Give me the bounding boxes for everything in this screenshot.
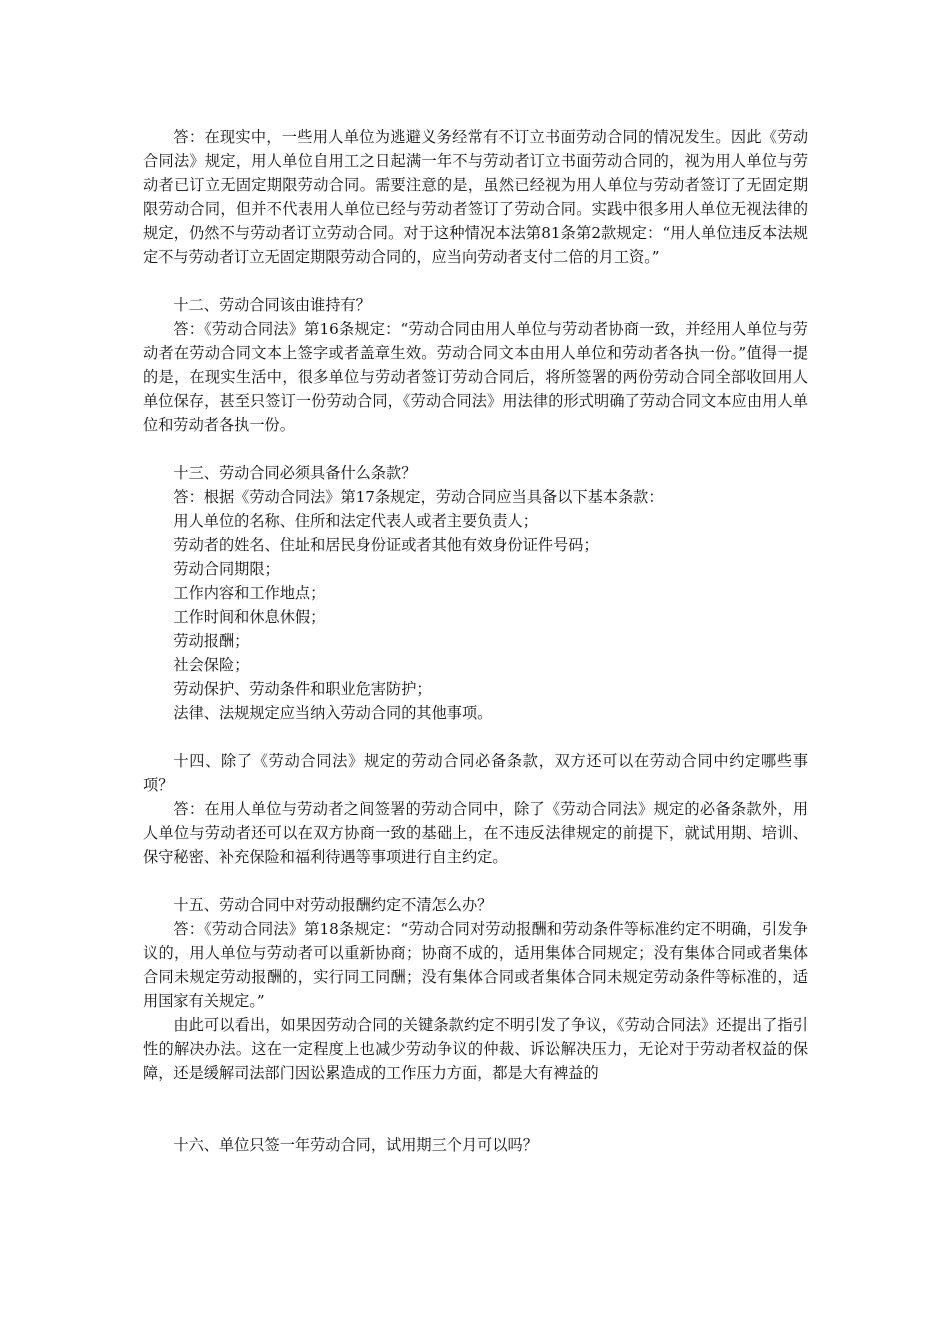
list-item: 法律、法规规定应当纳入劳动合同的其他事项。	[173, 704, 493, 722]
answer-15: 答：《劳动合同法》第18条规定：“劳动合同对劳动报酬和劳动条件等标准约定不明确，引发争议的，用人单位与劳动者可以重新协商；协商不成的，适用集体合同规定；没有集体合同或者集体合同未规定劳动报酬的，实行同工同酬；没有集体合同或者集体合同未规定劳动条件等标准的，适用国家有关规定。”	[143, 920, 808, 1010]
list-item: 用人单位的名称、住所和法定代表人或者主要负责人；	[173, 512, 538, 530]
document-page	[143, 125, 808, 1157]
spacer	[143, 437, 808, 461]
list-item: 劳动合同期限；	[173, 560, 280, 578]
list-item: 社会保险；	[173, 656, 250, 674]
question-13: 十三、劳动合同必须具备什么条款？	[173, 464, 417, 482]
spacer	[143, 1085, 808, 1133]
answer-14: 答：在用人单位与劳动者之间签署的劳动合同中，除了《劳动合同法》规定的必备条款外，用人单位与劳动者还可以在双方协商一致的基础上，在不违反法律规定的前提下，就试用期、培训、保守秘密、补充保险和福利待遇等事项进行自主约定。	[143, 800, 808, 866]
list-item: 劳动保护、劳动条件和职业危害防护；	[173, 680, 432, 698]
spacer	[143, 725, 808, 749]
answer-12: 答：《劳动合同法》第16条规定：“劳动合同由用人单位与劳动者协商一致，并经用人单位与劳动者在劳动合同文本上签字或者盖章生效。劳动合同文本由用人单位和劳动者各执一份。”值得一提的是，在现实生活中，很多单位与劳动者签订劳动合同后，将所签署的两份劳动合同全部收回用人单位保存，甚至只签订一份劳动合同，《劳动合同法》用法律的形式明确了劳动合同文本应由用人单位和劳动者各执一份。	[143, 320, 808, 434]
question-16: 十六、单位只签一年劳动合同，试用期三个月可以吗？	[173, 1136, 538, 1154]
answer-15-extra: 由此可以看出，如果因劳动合同的关键条款约定不明引发了争议，《劳动合同法》还提出了指引性的解决办法。这在一定程度上也减少劳动争议的仲裁、诉讼解决压力，无论对于劳动者权益的保障，还是缓解司法部门因讼累造成的工作压力方面，都是大有裨益的	[143, 1016, 808, 1082]
list-item: 工作时间和休息休假；	[173, 608, 326, 626]
list-item: 劳动者的姓名、住址和居民身份证或者其他有效身份证件号码；	[173, 536, 599, 554]
list-item: 劳动报酬；	[173, 632, 250, 650]
answer-11: 答：在现实中，一些用人单位为逃避义务经常有不订立书面劳动合同的情况发生。因此《劳动合同法》规定，用人单位自用工之日起满一年不与劳动者订立书面劳动合同的，视为用人单位与劳动者已订立无固定期限劳动合同。需要注意的是，虽然已经视为用人单位与劳动者签订了无固定期限劳动合同，但并不代表用人单位已经与劳动者签订了劳动合同。实践中很多用人单位无视法律的规定，仍然不与劳动者订立劳动合同。对于这种情况本法第81条第2款规定：“用人单位违反本法规定不与劳动者订立无固定期限劳动合同的，应当向劳动者支付二倍的月工资。”	[143, 128, 808, 266]
answer-13: 答：根据《劳动合同法》第17条规定，劳动合同应当具备以下基本条款：	[173, 488, 664, 506]
spacer	[143, 269, 808, 293]
question-12: 十二、劳动合同该由谁持有？	[173, 296, 371, 314]
list-item: 工作内容和工作地点；	[173, 584, 326, 602]
spacer	[143, 869, 808, 893]
question-15: 十五、劳动合同中对劳动报酬约定不清怎么办？	[173, 896, 493, 914]
question-14: 十四、除了《劳动合同法》规定的劳动合同必备条款，双方还可以在劳动合同中约定哪些事项？	[143, 752, 808, 794]
